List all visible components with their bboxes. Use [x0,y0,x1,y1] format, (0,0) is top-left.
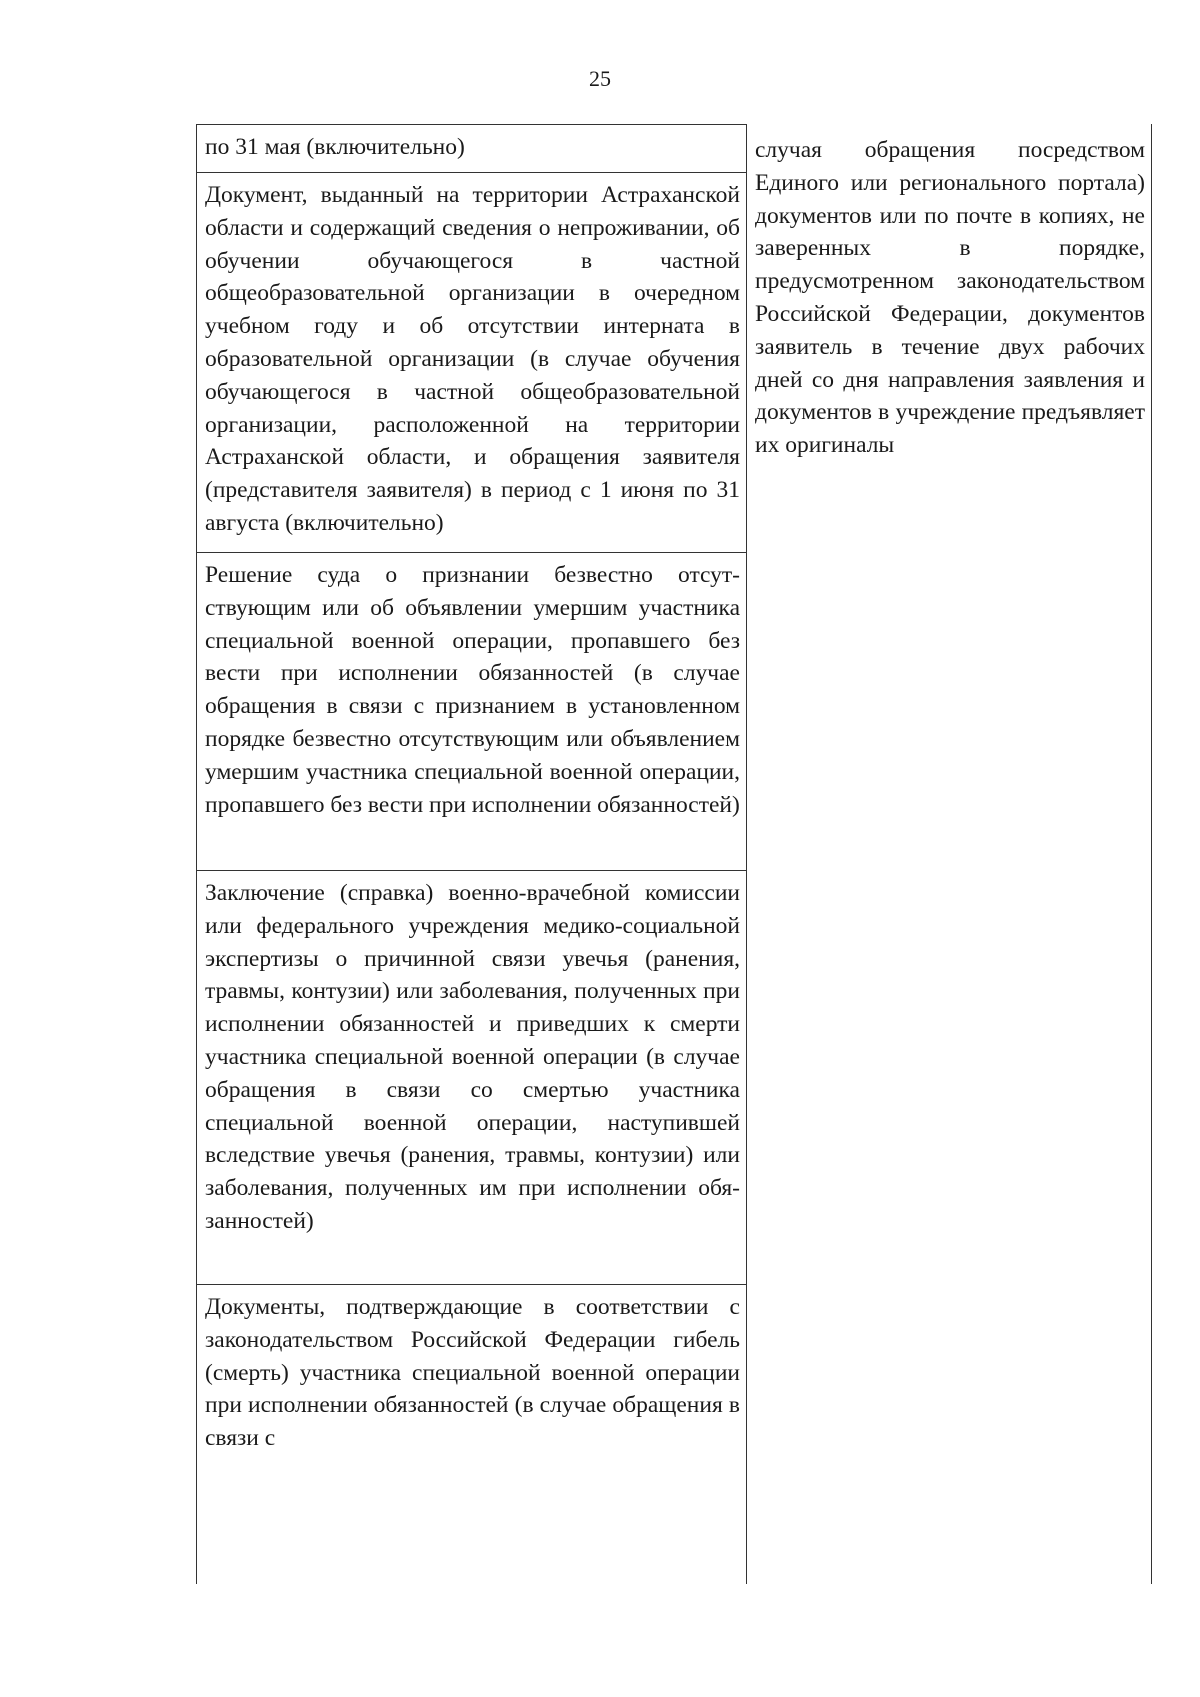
table-cell-medical-conclusion: Заключение (справка) военно-врачебной комиссии или федерального учреждения медико-социальной экспертизы о причинной связи увечья (ранения, травмы, контузии) или заболевания, полученных при исполнении обязанностей и приведших к смерти участника специальной военной операции (в случае обращения в связи со смертью участника специальной военной операции, наступившей вследствие увечья (ранения, травмы, контузии) или заболевания, полученных им при исполнении обязанностей) [197,870,746,1284]
table-cell-originals-requirement: случая обращения посредством Единого или регионального портала) документов или по почте в копиях, не заверенных в порядке, предусмотренном законодательством Российской Федерации, документов заявитель в течение двух рабочих дней со дня направления заявления и документов в учреждение предъявляет их оригиналы [755,137,1145,459]
page-number: 25 [589,66,611,91]
table-left-column [196,124,747,1584]
table-right-column [751,124,1152,1584]
table-cell-period: по 31 мая (включительно) [197,124,746,172]
table-cell-nonresidence-document: Документ, выданный на территории Астраханской области и содержащий сведения о непроживании, об обучении обучающегося в частной общеобразовательной организации в очередном учебном году и об отсутствии интерната в образовательной организации (в случае обучения обучающегося в частной общеобразовательной организации, расположенной на территории Астраханской области, и обращения заявителя (представителя заявителя) в период с 1 июня по 31 августа (включительно) [197,172,746,552]
table-cell-court-decision: Решение суда о признании безвестно отсутствующим или об объявлении умершим участника специальной военной операции, пропавшего без вести при исполнении обязанностей (в случае обращения в связи с признанием в установленном порядке безвестно отсутствующим или объявлением умершим участника специальной военной операции, пропавшего без вести при исполнении обязанностей) [197,552,746,870]
documents-table [196,124,1152,1584]
table-cell-death-documents: Документы, подтверждающие в соответствии с законодательством Российской Федерации гибель (смерть) участника специальной военной операции при исполнении обязанностей (в случае обращения в связи с [197,1284,746,1584]
